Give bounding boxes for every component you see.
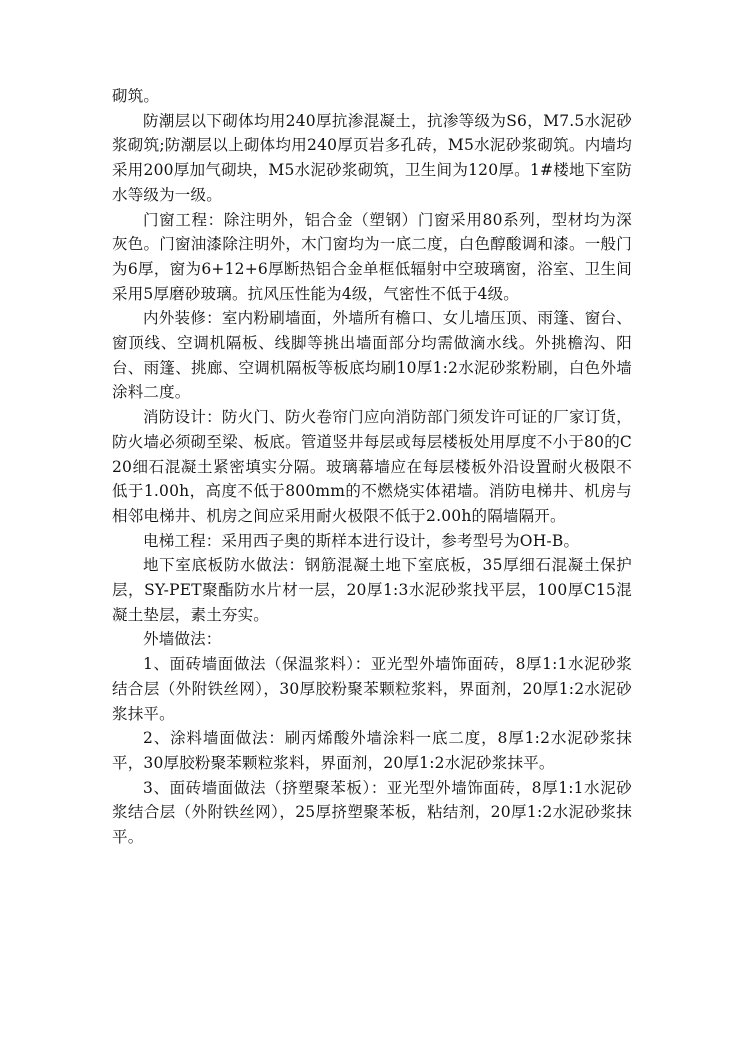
paragraph-exterior-wall-heading: 外墙做法： xyxy=(143,630,222,649)
paragraph-fire-protection: 消防设计：防火门、防火卷帘门应向消防部门须发许可证的厂家订货，防火墙必须砌至梁、板底。管道竖井每层或每层楼板处用厚度不小于80的C20细石混凝土紧密填实分隔。玻璃幕墙应在每层楼板外沿设置耐火极限不低于1.00h，高度不低于800mm的不燃烧实体裙墙。消防电梯井、机房与相邻电梯井、机房之间应采用耐火极限不低于2.00h的隔墙隔开。 xyxy=(112,408,632,525)
paragraph-exterior-wall-method-3: 3、面砖墙面做法（挤塑聚苯板）：亚光型外墙饰面砖，8厚1:1水泥砂浆结合层（外附铁丝网），25厚挤塑聚苯板，粘结剂，20厚1:2水泥砂浆抹平。 xyxy=(112,778,632,847)
paragraph-exterior-wall-method-2: 2、涂料墙面做法：刷丙烯酸外墙涂料一底二度，8厚1:2水泥砂浆抹平，30厚胶粉聚苯颗粒浆料，界面剂，20厚1:2水泥砂浆抹平。 xyxy=(112,729,632,772)
paragraph-exterior-wall-method-1: 1、面砖墙面做法（保温浆料）：亚光型外墙饰面砖，8厚1:1水泥砂浆结合层（外附铁丝网），30厚胶粉聚苯颗粒浆料，界面剂，20厚1:2水泥砂浆抹平。 xyxy=(112,655,632,723)
paragraph-elevator: 电梯工程：采用西子奥的斯样本进行设计，参考型号为OH-B。 xyxy=(143,531,580,550)
paragraph-basement-waterproofing: 地下室底板防水做法：钢筋混凝土地下室底板，35厚细石混凝土保护层，SY-PET聚酯防水片材一层，20厚1:3水泥砂浆找平层，100厚C15混凝土垫层，素土夯实。 xyxy=(112,556,632,624)
paragraph-masonry: 防潮层以下砌体均用240厚抗渗混凝土，抗渗等级为S6，M7.5水泥砂浆砌筑;防潮层以上砌体均用240厚页岩多孔砖，M5水泥砂浆砌筑。内墙均采用200厚加气砌块，M5水泥砂浆砌筑，卫生间为120厚。1#楼地下室防水等级为一级。 xyxy=(112,111,632,204)
paragraph-continuation: 砌筑。 xyxy=(112,87,160,105)
document-page xyxy=(112,84,632,850)
paragraph-doors-windows: 门窗工程：除注明外，铝合金（塑钢）门窗采用80系列，型材均为深灰色。门窗油漆除注明外，木门窗均为一底二度，白色醇酸调和漆。一般门为6厚，窗为6+12+6厚断热铝合金单框低辐射中空玻璃窗，浴室、卫生间采用5厚磨砂玻璃。抗风压性能为4级，气密性不低于4级。 xyxy=(112,210,632,303)
paragraph-decoration: 内外装修：室内粉刷墙面，外墙所有檐口、女儿墙压顶、雨篷、窗台、窗顶线、空调机隔板、线脚等挑出墙面部分均需做滴水线。外挑檐沟、阳台、雨篷、挑廊、空调机隔板等板底均刷10厚1:2水泥砂浆粉刷，白色外墙涂料二度。 xyxy=(112,309,632,402)
